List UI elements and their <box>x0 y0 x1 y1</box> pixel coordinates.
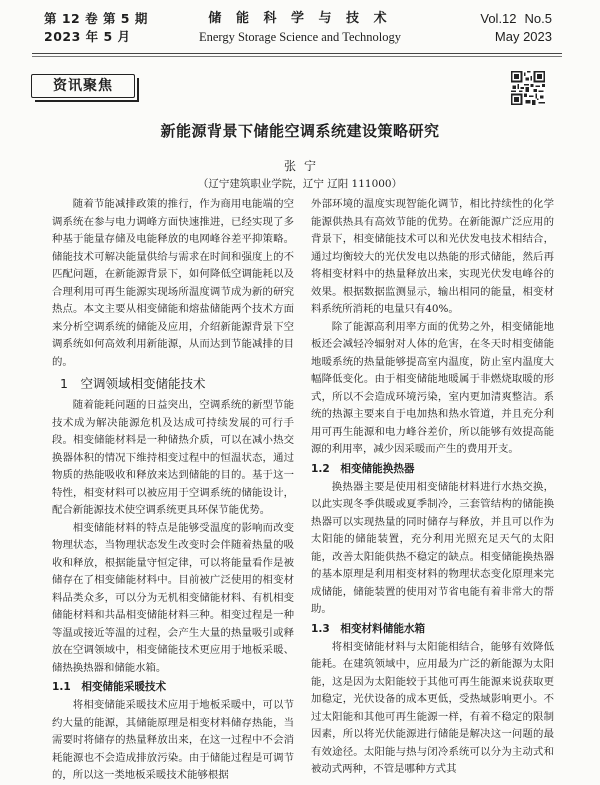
publication-date-cn: 2023 年 5 月 <box>44 29 131 44</box>
qr-code-icon <box>511 71 545 105</box>
left-column <box>52 196 294 785</box>
header-journal-name <box>150 10 450 46</box>
subsection-heading-1-2: 1.2 相变储能换热器 <box>311 462 415 475</box>
author-affiliation: （辽宁建筑职业学院，辽宁 辽阳 111000） <box>197 178 403 190</box>
volume-number-line <box>472 10 552 28</box>
journal-name-en: Energy Storage Science and Technology <box>198 30 402 44</box>
header-volume-info <box>472 10 552 46</box>
header-rule-thin <box>32 56 562 57</box>
article-title: 新能源背景下储能空调系统建设策略研究 <box>160 122 440 140</box>
right-column <box>311 196 554 779</box>
intro-paragraph: 随着节能减排政策的推行，作为商用电能端的空调系统在参与电力调峰方面快速推进，已经实现了多种基于能量存储及电能释放的电网峰谷差平抑策略。储能技术可解决能量供给与需求在时间和强度上的不匹配问题，在新能源背景下，如何降低空调能耗以及合理利用可再生能源实现场所温度调节成为新的研究热点。本文主要从相变储能和熔盐储能两个技术方面来分析空调系统的储能及应用，介绍新能源背景下空调系统如何高效利用新能源，从而达到节能减排的目的。 <box>52 198 294 368</box>
subsection-heading-1-1: 1.1 相变储能采暖技术 <box>52 681 167 693</box>
body-paragraph: 换热器主要是使用相变储能材料进行水热交换，以此实现冬季供暖或夏季制冷，三套管结构的储能换热器可以实现热量的同时储存与释放，并且可以作为太阳能的储能装置，充分利用光照充足天气的太阳能，改善太阳能供热不稳定的缺点。相变储能换热器的基本原理是利用相变材料的物理状态变化原理来完成储能，储能装置的使用对节省电能有着非常大的帮助。 <box>311 480 554 615</box>
volume-issue: 第 12 卷 第 5 期 <box>44 11 148 26</box>
publication-date-en: May 2023 <box>494 29 552 44</box>
body-paragraph: 将相变储能采暖技术应用于地板采暖中，可以节约大量的能源，其储能原理是相变材料储存热能，当需要时将储存的热量释放出来，在这一过程中不会消耗能源也不会造成排放污染。由于储能过程是可调节的，所以这一类地板采暖技术能够根据 <box>52 699 294 781</box>
header-issue-info <box>44 10 148 46</box>
subsection-heading-1-3: 1.3 相变材料储能水箱 <box>311 622 426 635</box>
section-tag: 资讯聚焦 <box>31 74 135 98</box>
volume-en: Vol.12 <box>480 11 517 26</box>
journal-header <box>0 0 600 56</box>
article-author: 张宁 <box>283 159 324 173</box>
body-paragraph: 除了能源高利用率方面的优势之外，相变储能地板还会减轻冷辐射对人体的危害，在冬天时相变储能地暖系统的热量能够提高室内温度，防止室内温度大幅降低变化。由于相变储能地暖属于非燃烧取暖的形式，所以不会造成环境污染，室内更加清爽整洁。系统的热源主要来自于电加热和热水管道，并且充分利用可再生能源和电力峰谷差价，所以能够有效提高能源的利用率，减少因采暖而产生的费用开支。 <box>311 320 554 455</box>
body-paragraph: 相变储能材料的特点是能够受温度的影响而改变物理状态，当物理状态发生改变时会伴随着热量的吸收和释放，根据能量守恒定律，可以将能量看作是被储存在了相变储能材料中。目前被广泛使用的相变材料品类众多，可以分为无机相变储能材料、有机相变储能材料和共晶相变储能材料三种。相变过程是一种等温或接近等温的过程，会产生大量的热量吸引或释放在空调领域中，相变储能技术更应用于地板采暖、储热换热器和储能水箱。 <box>52 521 294 674</box>
body-paragraph-continued: 外部环境的温度实现智能化调节，相比持续性的化学能源供热具有高效节能的优势。在新能源广泛应用的背景下，相变储能技术可以和光伏发电技术相结合，通过均衡较大的光伏发电以热能的形式储能，然后再将相变材料中的热量释放出来，实现光伏发电峰谷的效果。根据数据监测显示，输出相同的能量，相变材料系统所消耗的电量只有40%。 <box>311 198 554 315</box>
section-heading-1: 1 空调领域相变储能技术 <box>60 376 206 391</box>
issue-no-en: No.5 <box>524 11 552 26</box>
body-paragraph: 将相变储能材料与太阳能相结合，能够有效降低能耗。在建筑领域中，应用最为广泛的新能源为太阳能，这是因为太阳能较于其他可再生能源来说获取更加稳定，光伏设备的成本更低，受热域影响更小。不过太阳能和其他可再生能源一样，有着不稳定的限制因素，所以将光伏能源进行储能是解决这一问题的最有效途径。太阳能与热与闭冷系统可以分为主动式和被动式两种，不管是哪种方式其 <box>311 640 554 775</box>
journal-name-cn: 储 能 科 学 与 技 术 <box>208 11 392 26</box>
header-rule <box>32 53 562 54</box>
body-paragraph: 随着能耗问题的日益突出，空调系统的新型节能技术成为解决能源危机及达成可持续发展的可行手段。相变储能材料是一种储热介质，可以在减小热交换器体积的情况下维持相变过程中的恒温状态，通过物质的热能吸收和释放来达到储能的目的。基于这一特性，相变材料可以被应用于空调系统的储能设计，配合新能源技术使空调系统更具环保节能优势。 <box>52 399 294 516</box>
